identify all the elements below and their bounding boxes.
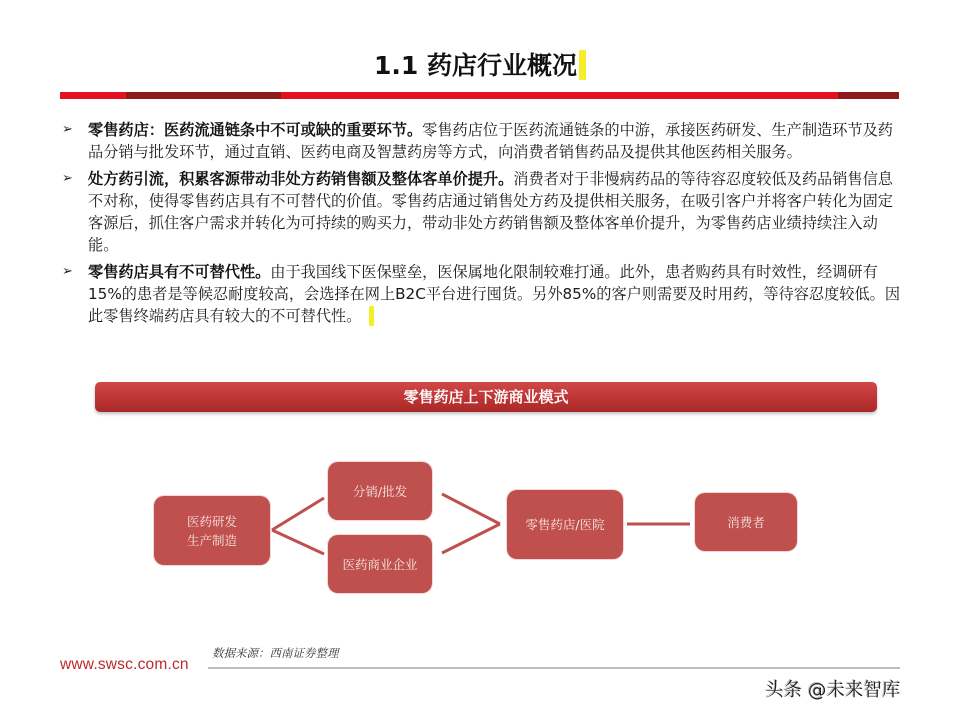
page-title (0, 46, 960, 82)
header-rule (60, 92, 899, 99)
header-rule-segment (281, 92, 838, 99)
highlight-marker (369, 306, 374, 326)
node-retail-pharmacy (507, 490, 623, 559)
footer-divider (208, 667, 900, 669)
bullet-heading: 处方药引流，积累客源带动非处方药销售额及整体客单价提升。 (88, 170, 514, 188)
node-label (187, 512, 237, 550)
node-label-line: 医药研发 (186, 513, 237, 529)
header-rule-segment (60, 92, 126, 99)
arrow-bullet-icon: ➢ (62, 122, 73, 137)
bullet-item (62, 261, 902, 327)
arrow-bullet-icon: ➢ (62, 171, 73, 186)
node-distribution (328, 462, 432, 520)
bullet-heading: 零售药店：医药流通链条中不可或缺的重要环节。 (88, 121, 423, 139)
node-rd-manufacturing (154, 496, 270, 565)
bullet-heading: 零售药店具有不可替代性。 (88, 263, 271, 281)
bullet-text: 消费者对于非慢病药品的等待容忍度较低及药品销售信息不对称，使得零售药店具有不可替代的价值。零售药店通过销售处方药及提供相关服务，在吸引客户并将客户转化为固定客源后，抓住客户需求并转化为可持续的购买力，带动非处方药销售额及整体客单价提升，为零售药店业绩持续注入动能。 (88, 170, 893, 254)
node-label: 医药商业企业 (342, 556, 418, 572)
highlight-marker (579, 50, 586, 80)
page-title-text: 1.1 药店行业概况 (374, 51, 577, 80)
bullet-text: 零售药店位于医药流通链条的中游，承接医药研发、生产制造环节及药品分销与批发环节，通过直销、医药电商及智慧药房等方式，向消费者销售药品及提供其他医药相关服务。 (88, 121, 893, 161)
header-rule-segment (126, 92, 281, 99)
bullet-item (62, 119, 902, 163)
connector-line (442, 494, 500, 524)
connector-line (442, 524, 500, 553)
bullet-text: 由于我国线下医保壁垒，医保属地化限制较难打通。此外，患者购药具有时效性，经调研有15%的患者是等候忍耐度较高，会选择在网上B2C平台进行囤货。另外85%的客户则需要及时用药，等待容忍度较低。因此零售终端药店具有较大的不可替代性。 (88, 263, 901, 325)
node-label: 消费者 (727, 514, 765, 530)
connector-line (272, 498, 324, 530)
watermark: 头条 @未来智库 (765, 680, 901, 701)
node-label: 分销/批发 (352, 483, 408, 499)
connector-line (272, 530, 324, 554)
data-source: 数据来源：西南证券整理 (212, 646, 339, 660)
node-label-line: 生产制造 (186, 532, 237, 548)
node-commercial-enterprise (328, 535, 432, 593)
arrow-bullet-icon: ➢ (62, 264, 73, 279)
bullet-list (62, 119, 902, 332)
header-rule-segment (838, 92, 899, 99)
footer-url-link[interactable]: www.swsc.com.cn (60, 656, 189, 673)
bullet-item (62, 168, 902, 256)
node-consumer (695, 493, 797, 551)
diagram-banner: 零售药店上下游商业模式 (95, 382, 877, 412)
node-label: 零售药店/医院 (525, 517, 605, 532)
